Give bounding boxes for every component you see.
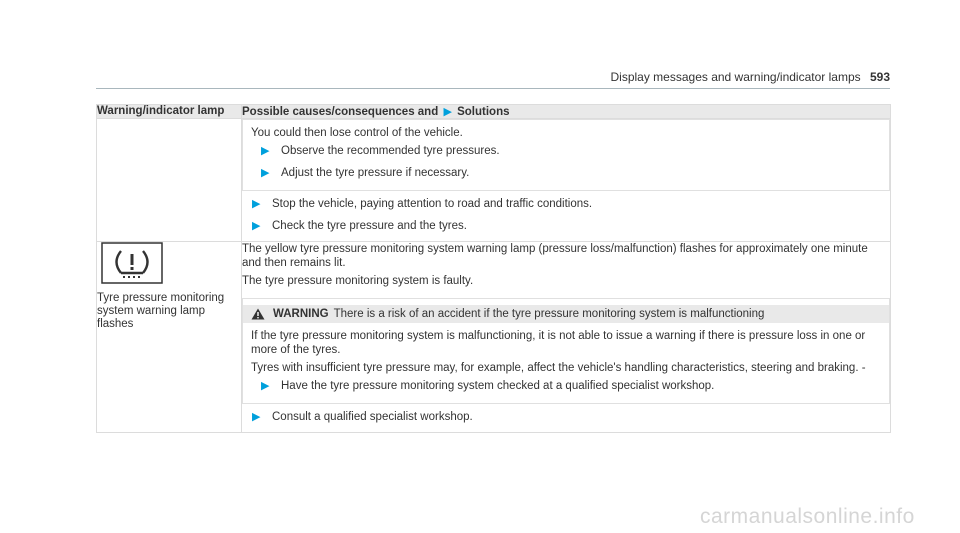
intro-text: The tyre pressure monitoring system is faulty. bbox=[242, 275, 474, 287]
warning-paragraph: If the tyre pressure monitoring system is malfunctioning, it is not able to issue a warning if there is pressure loss in one or more of the tyres. bbox=[251, 330, 866, 356]
warning-header bbox=[243, 305, 889, 323]
play-arrow-icon: ▶ bbox=[443, 106, 452, 118]
column-header-lamp bbox=[97, 105, 242, 119]
watermark: carmanualsonline.info bbox=[700, 505, 915, 528]
solution-step bbox=[252, 219, 890, 233]
warning-lamp-table bbox=[96, 104, 891, 433]
solution-step bbox=[252, 197, 890, 211]
lamp-cell-empty bbox=[97, 119, 242, 242]
column-header-lamp-label: Warning/indicator lamp bbox=[97, 105, 225, 117]
box-text: You could then lose control of the vehicle. bbox=[251, 127, 463, 139]
tyre-pressure-warning-icon bbox=[101, 242, 163, 284]
continued-warning-box bbox=[242, 119, 890, 191]
warning-label: WARNING bbox=[273, 308, 329, 320]
box-step bbox=[261, 144, 881, 158]
play-arrow-icon: ▶ bbox=[252, 220, 261, 232]
play-arrow-icon: ▶ bbox=[261, 380, 270, 392]
header-title: Display messages and warning/indicator lamps bbox=[610, 70, 861, 84]
play-arrow-icon: ▶ bbox=[261, 145, 270, 157]
table-row bbox=[97, 242, 891, 433]
table-header-row bbox=[97, 105, 891, 119]
warning-headline: There is a risk of an accident if the tyre pressure monitoring system is malfunctioning bbox=[333, 308, 765, 320]
causes-cell bbox=[242, 242, 891, 433]
warning-box bbox=[242, 298, 890, 404]
warning-triangle-icon bbox=[251, 308, 265, 320]
play-arrow-icon: ▶ bbox=[252, 198, 261, 210]
box-step bbox=[261, 166, 881, 180]
lamp-cell bbox=[97, 242, 242, 433]
lamp-caption: Tyre pressure monitoring system warning lamp flashes bbox=[97, 292, 225, 330]
solution-step bbox=[252, 410, 890, 424]
box-step-text: Adjust the tyre pressure if necessary. bbox=[281, 167, 470, 179]
warning-step bbox=[261, 379, 881, 393]
play-arrow-icon: ▶ bbox=[252, 411, 261, 423]
solution-step-text: Check the tyre pressure and the tyres. bbox=[272, 220, 467, 232]
column-header-causes-label: Possible causes/consequences and bbox=[242, 106, 439, 118]
warning-step-text: Have the tyre pressure monitoring system checked at a qualified specialist workshop. bbox=[281, 380, 715, 392]
column-header-causes bbox=[242, 105, 891, 119]
table-row bbox=[97, 119, 891, 242]
warning-paragraph: Tyres with insufficient tyre pressure may, for example, affect the vehicle's handling characteristics, steering and braking. - bbox=[251, 362, 866, 374]
page-header bbox=[96, 70, 890, 89]
column-header-solutions-label: Solutions bbox=[457, 106, 510, 118]
intro-text: The yellow tyre pressure monitoring system warning lamp (pressure loss/malfunction) flashes for approximately one minute and then remains lit. bbox=[242, 243, 868, 269]
play-arrow-icon: ▶ bbox=[261, 167, 270, 179]
page-number: 593 bbox=[869, 70, 890, 84]
solution-step-text: Consult a qualified specialist workshop. bbox=[272, 411, 473, 423]
solution-step-text: Stop the vehicle, paying attention to road and traffic conditions. bbox=[272, 198, 593, 210]
box-step-text: Observe the recommended tyre pressures. bbox=[281, 145, 500, 157]
causes-cell bbox=[242, 119, 891, 242]
